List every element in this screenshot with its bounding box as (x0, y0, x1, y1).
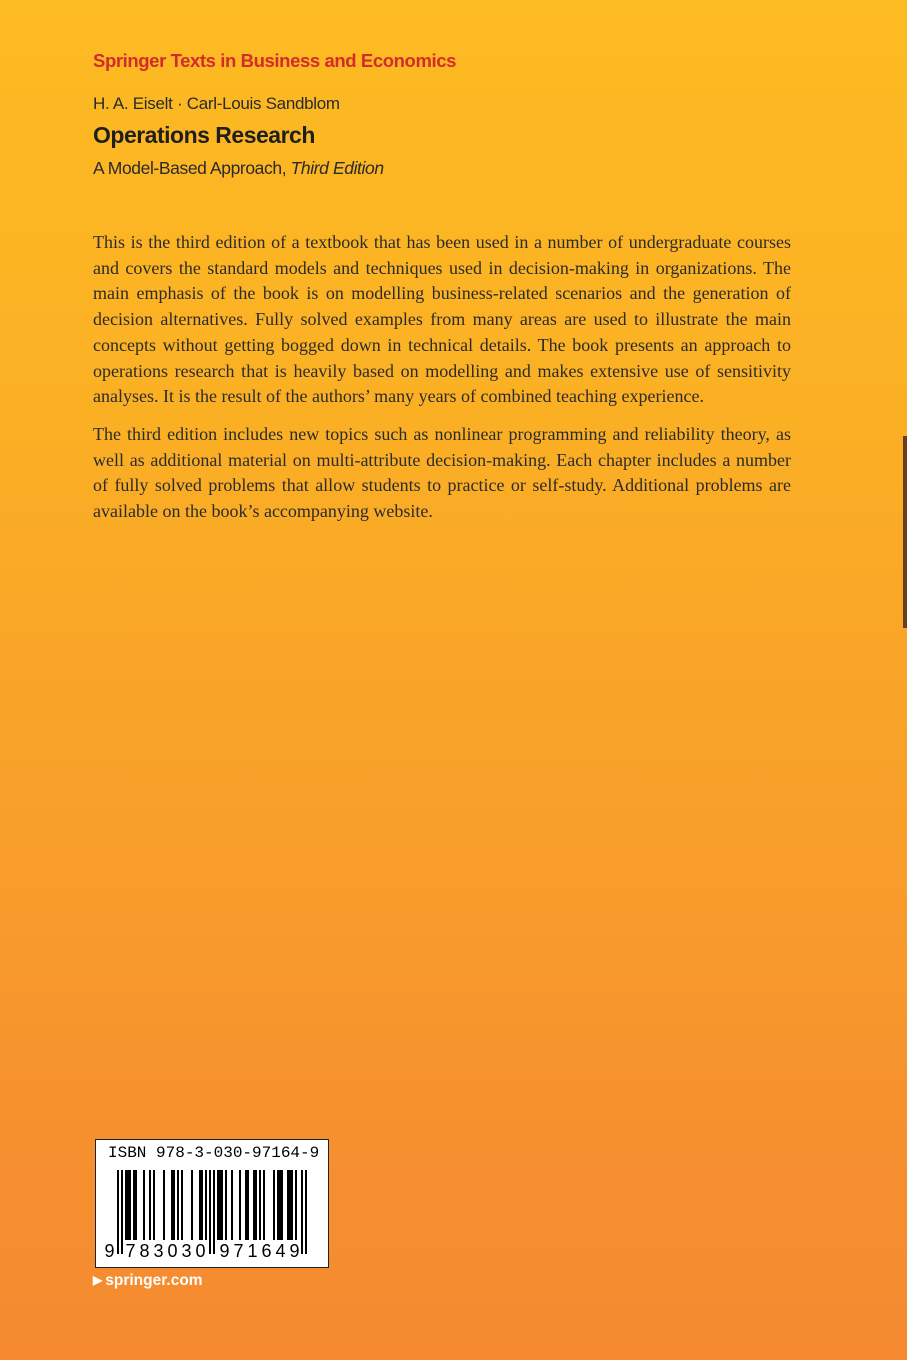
book-title: Operations Research (93, 122, 315, 148)
barcode-bar (289, 1170, 291, 1240)
barcode-bar (177, 1170, 179, 1240)
barcode-digit: 3 (181, 1241, 192, 1261)
barcode-bar (279, 1170, 281, 1240)
barcode-digits (100, 1240, 324, 1262)
barcode-digit: 3 (153, 1241, 164, 1261)
barcode-bar (127, 1170, 129, 1240)
barcode-digit: 7 (233, 1241, 244, 1261)
barcode-bar (129, 1170, 131, 1240)
barcode-bar (253, 1170, 255, 1240)
barcode-bar (255, 1170, 257, 1240)
barcode-digit: 1 (247, 1241, 258, 1261)
barcode-bar (133, 1170, 135, 1240)
barcode-digit: 6 (261, 1241, 272, 1261)
barcode-digit: 9 (289, 1241, 300, 1261)
barcode-bar (153, 1170, 155, 1240)
barcode-bar (245, 1170, 247, 1240)
website-link[interactable]: springer.com (105, 1272, 203, 1289)
spine-edge-marker (903, 436, 907, 628)
barcode-bar (219, 1170, 221, 1240)
barcode-bar (125, 1170, 127, 1240)
barcode-bar (199, 1170, 201, 1240)
barcode-bar (247, 1170, 249, 1240)
barcode-bar (171, 1170, 173, 1240)
publisher-website[interactable] (93, 1272, 203, 1290)
barcode-digit: 9 (104, 1241, 115, 1261)
barcode-bar (281, 1170, 283, 1240)
barcode-bar (217, 1170, 219, 1240)
barcode-bar (143, 1170, 145, 1240)
back-cover-description (93, 230, 791, 537)
isbn-barcode (95, 1139, 329, 1268)
book-subtitle (93, 158, 384, 179)
barcode-digit: 7 (125, 1241, 136, 1261)
description-paragraph: The third edition includes new topics such as nonlinear programming and reliability theory, as well as additional material on multi-attribute decision-making. Each chapter includes a number of fully solved problems that allow students to practice or self-study. Additional problems are available on the book’s accompanying website. (93, 423, 791, 522)
barcode-digit: 8 (139, 1241, 150, 1261)
barcode-bar (191, 1170, 193, 1240)
series-name: Springer Texts in Business and Economics (93, 50, 457, 71)
barcode-bar (287, 1170, 289, 1240)
barcode-bar (295, 1170, 297, 1240)
barcode-bar (163, 1170, 165, 1240)
isbn-label: ISBN 978-3-030-97164-9 (108, 1144, 320, 1162)
edition-label: Third Edition (290, 158, 384, 178)
barcode-digit: 9 (219, 1241, 230, 1261)
barcode-bar (263, 1170, 265, 1240)
barcode-bar (273, 1170, 275, 1240)
barcode-bar (259, 1170, 261, 1240)
barcode-bar (201, 1170, 203, 1240)
barcode-bar (135, 1170, 137, 1240)
barcode-bar (277, 1170, 279, 1240)
barcode-bar (239, 1170, 241, 1240)
triangle-right-icon: ▶ (93, 1273, 103, 1287)
barcode-bar (291, 1170, 293, 1240)
barcode-digit: 0 (195, 1241, 206, 1261)
barcode-bar (173, 1170, 175, 1240)
barcode-bar (231, 1170, 233, 1240)
barcode-digit: 0 (167, 1241, 178, 1261)
subtitle-text: A Model-Based Approach, (93, 158, 287, 178)
barcode-bar (181, 1170, 183, 1240)
description-paragraph: This is the third edition of a textbook that has been used in a number of undergraduate courses and covers the standard models and techniques used in decision-making in organizations. The main emphasis of the book is on modelling business-related scenarios and the generation of decision alternatives. Fully solved examples from many areas are used to illustrate the main concepts without getting bogged down in technical details. The book presents an approach to operations research that is heavily based on modelling and makes extensive use of sensitivity analyses. It is the result of the authors’ many years of combined teaching experience. (93, 232, 791, 407)
barcode-bar (225, 1170, 227, 1240)
barcode-digit: 4 (275, 1241, 286, 1261)
barcode-bar (221, 1170, 223, 1240)
authors: H. A. Eiselt · Carl-Louis Sandblom (93, 94, 340, 113)
barcode-bar (205, 1170, 207, 1240)
barcode-bar (149, 1170, 151, 1240)
